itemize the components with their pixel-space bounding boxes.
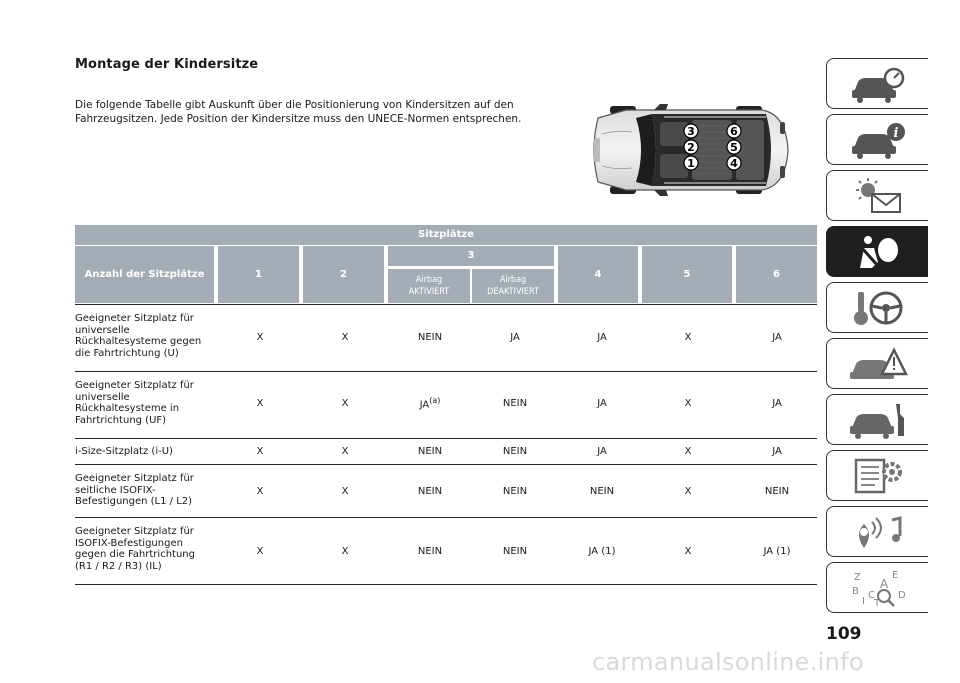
header-anzahl: Anzahl der Sitzplätze bbox=[75, 246, 214, 303]
seat-number-2: 2 bbox=[687, 141, 695, 154]
cell-5: X bbox=[684, 486, 692, 497]
cell-3a: NEIN bbox=[417, 332, 443, 343]
car-seat-diagram bbox=[586, 104, 792, 196]
cell-1: X bbox=[256, 332, 264, 343]
cell-2: X bbox=[341, 486, 349, 497]
child-seat-table bbox=[75, 225, 817, 585]
cell-2: X bbox=[341, 446, 349, 457]
tab-car-info[interactable] bbox=[826, 114, 928, 165]
footnote-a: (a) bbox=[429, 396, 441, 405]
header-col-3: 3 bbox=[388, 246, 554, 266]
cell-5: X bbox=[684, 332, 692, 343]
row-label: Geeigneter Sitzplatz für universelle Rückhaltesysteme in Fahrtrichtung (UF) bbox=[75, 380, 194, 426]
table-row bbox=[75, 518, 817, 585]
header-col-1: 1 bbox=[218, 246, 299, 303]
page-number: 109 bbox=[826, 624, 862, 644]
cell-4: JA bbox=[597, 446, 607, 457]
cell-3b: NEIN bbox=[502, 486, 528, 497]
seat-number-5: 5 bbox=[730, 141, 738, 154]
svg-text:T: T bbox=[873, 597, 880, 608]
car-warning-icon bbox=[848, 344, 908, 384]
cell-3a: NEIN bbox=[417, 446, 443, 457]
header-col-3b: Airbag DEAKTIVIERT bbox=[472, 269, 554, 303]
header-col-4: 4 bbox=[558, 246, 638, 303]
table-row bbox=[75, 439, 817, 465]
header-col-2: 2 bbox=[303, 246, 384, 303]
cell-2: X bbox=[341, 398, 349, 409]
watermark: carmanualsonline.info bbox=[592, 648, 864, 676]
svg-text:C: C bbox=[867, 589, 875, 601]
header-col-6: 6 bbox=[736, 246, 817, 303]
tab-lights-messages[interactable] bbox=[826, 170, 928, 221]
car-topview-icon bbox=[586, 104, 792, 196]
tab-dashboard[interactable] bbox=[826, 58, 928, 109]
svg-text:A: A bbox=[879, 576, 888, 591]
tab-starting-driving[interactable] bbox=[826, 282, 928, 333]
cell-3b: NEIN bbox=[502, 398, 528, 409]
cell-6: JA bbox=[772, 332, 782, 343]
cell-4: NEIN bbox=[589, 486, 615, 497]
page-title: Montage der Kindersitze bbox=[75, 57, 259, 72]
table-row bbox=[75, 372, 817, 439]
cell-3a-value: JA bbox=[419, 399, 430, 411]
key-steering-icon bbox=[848, 288, 908, 328]
header-col-5: 5 bbox=[642, 246, 732, 303]
tab-emergency[interactable] bbox=[826, 338, 928, 389]
cell-6: NEIN bbox=[764, 486, 790, 497]
svg-text:D: D bbox=[897, 589, 906, 601]
car-info-icon bbox=[848, 120, 908, 160]
tab-technical-data[interactable] bbox=[826, 450, 928, 501]
cell-5: X bbox=[684, 546, 692, 557]
intro-paragraph: Die folgende Tabelle gibt Auskunft über die Positionierung von Kindersitzen auf den Fahrzeugsitzen. Jede Position der Kindersitze muss den UNECE-Normen entsprechen. bbox=[75, 99, 522, 125]
table-row bbox=[75, 465, 817, 518]
seat-number-1: 1 bbox=[687, 157, 695, 170]
table-header bbox=[75, 225, 817, 304]
header-sitzplaetze: Sitzplätze bbox=[75, 225, 817, 245]
index-icon bbox=[848, 568, 908, 608]
cell-1: X bbox=[256, 446, 264, 457]
cell-3a: NEIN bbox=[417, 486, 443, 497]
table-row bbox=[75, 305, 817, 372]
car-service-icon bbox=[848, 400, 908, 440]
lights-mail-icon bbox=[848, 176, 908, 216]
cell-3a: NEIN bbox=[417, 546, 443, 557]
cell-6: JA bbox=[772, 398, 782, 409]
cell-3b: NEIN bbox=[502, 546, 528, 557]
cell-3b: JA bbox=[510, 332, 520, 343]
svg-text:I: I bbox=[861, 595, 865, 607]
row-label: Geeigneter Sitzplatz für seitliche ISOFIX-Befestigungen (L1 / L2) bbox=[75, 473, 194, 507]
tab-maintenance[interactable] bbox=[826, 394, 928, 445]
cell-1: X bbox=[256, 398, 264, 409]
header-col-3a: Airbag AKTIVIERT bbox=[388, 269, 470, 303]
row-label: Geeigneter Sitzplatz für ISOFIX-Befestigungen gegen die Fahrtrichtung (R1 / R2 / R3) (IL) bbox=[75, 526, 195, 572]
cell-1: X bbox=[256, 546, 264, 557]
cell-2: X bbox=[341, 332, 349, 343]
seat-number-6: 6 bbox=[730, 125, 738, 138]
data-gear-icon bbox=[848, 456, 908, 496]
cell-4: JA (1) bbox=[588, 546, 616, 557]
cell-6: JA bbox=[772, 446, 782, 457]
cell-5: X bbox=[684, 446, 692, 457]
cell-4: JA bbox=[597, 332, 607, 343]
seat-number-3: 3 bbox=[687, 125, 695, 138]
cell-3a bbox=[420, 396, 441, 410]
row-label: i-Size-Sitzplatz (i-U) bbox=[75, 446, 173, 457]
multimedia-icon bbox=[848, 512, 908, 552]
seat-number-4: 4 bbox=[730, 157, 738, 170]
svg-text:i: i bbox=[893, 125, 898, 141]
row-label: Geeigneter Sitzplatz für universelle Rückhaltesysteme gegen die Fahrtrichtung (U) bbox=[75, 313, 202, 359]
svg-text:Z: Z bbox=[853, 571, 861, 583]
cell-2: X bbox=[341, 546, 349, 557]
cell-1: X bbox=[256, 486, 264, 497]
svg-text:E: E bbox=[891, 569, 898, 581]
tab-safety[interactable] bbox=[826, 226, 928, 277]
tab-index[interactable] bbox=[826, 562, 928, 613]
cell-5: X bbox=[684, 398, 692, 409]
cell-3b: NEIN bbox=[502, 446, 528, 457]
tab-multimedia[interactable] bbox=[826, 506, 928, 557]
cell-4: JA bbox=[597, 398, 607, 409]
cell-6: JA (1) bbox=[763, 546, 791, 557]
seatbelt-airbag-icon bbox=[848, 232, 908, 272]
svg-text:B: B bbox=[851, 585, 859, 597]
dashboard-car-icon bbox=[848, 64, 908, 104]
